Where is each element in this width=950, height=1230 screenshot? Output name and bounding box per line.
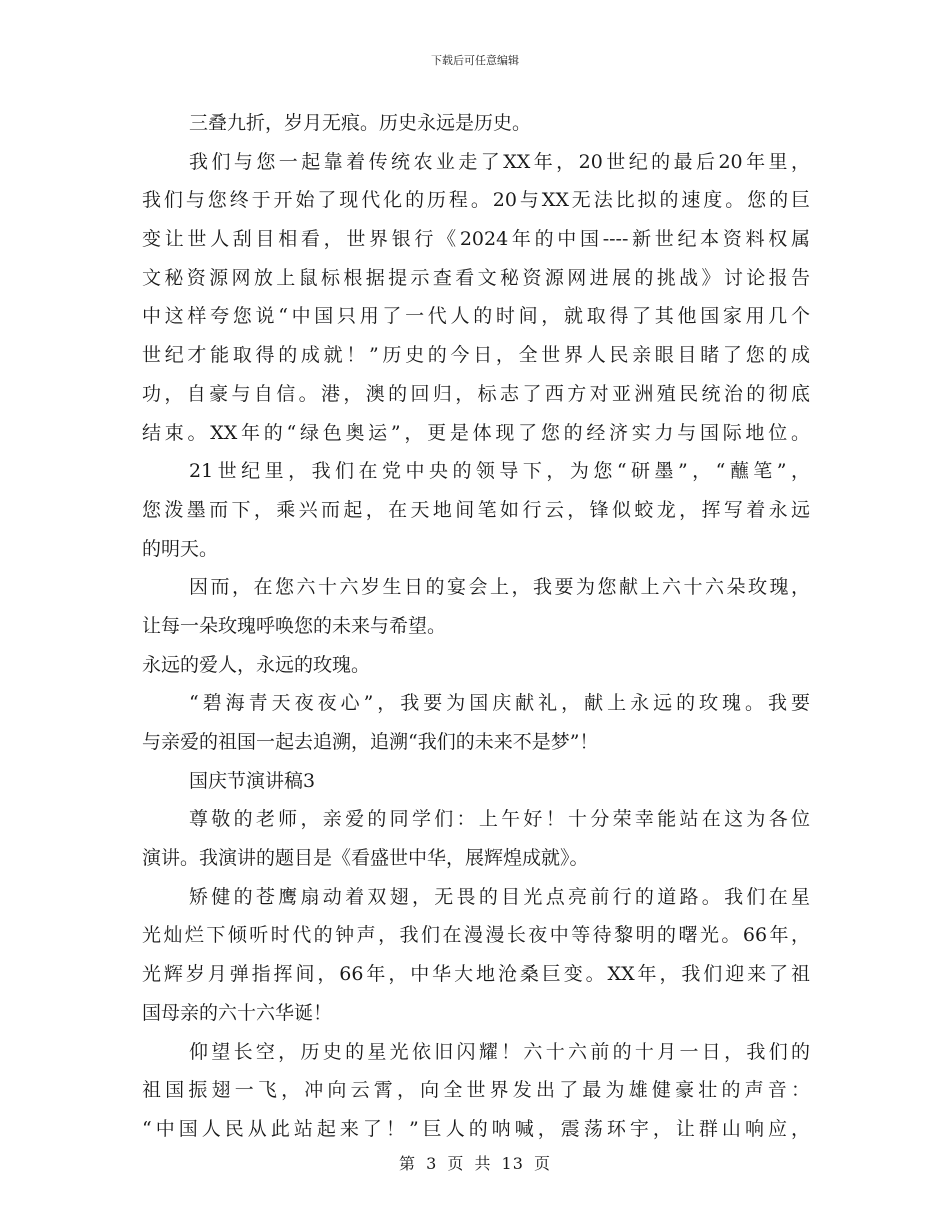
- text-line: 尊敬的老师，亲爱的同学们：上午好！十分荣幸能站在这为各位: [189, 808, 810, 831]
- text-line: 演讲。我演讲的题目是《看盛世中华，展辉煌成就》。: [142, 847, 589, 870]
- text-line: 结束。XX年的“绿色奥运”，更是体现了您的经济实力与国际地位。: [142, 421, 810, 444]
- text-line: 国母亲的六十六华诞！: [142, 1001, 333, 1024]
- text-line: 文秘资源网放上鼠标根据提示查看文秘资源网进展的挑战》讨论报告: [142, 266, 810, 289]
- text-line: 三叠九折，岁月无痕。历史永远是历史。: [189, 112, 532, 134]
- text-line: “碧海青天夜夜心”，我要为国庆献礼，献上永远的玫瑰。我要: [189, 692, 810, 715]
- document-body: [142, 104, 810, 1149]
- text-line: 祖国振翅一飞，冲向云霄，向全世界发出了最为雄健豪壮的声音：: [142, 1079, 810, 1102]
- text-line: 中这样夸您说“中国只用了一代人的时间，就取得了其他国家用几个: [142, 305, 810, 328]
- page-footer: 第 3 页 共 13 页: [399, 1154, 551, 1173]
- text-line: 仰望长空，历史的星光依旧闪耀！六十六前的十月一日，我们的: [189, 1040, 810, 1063]
- text-line: 我们与您一起靠着传统农业走了XX年，20世纪的最后20年里，: [189, 150, 810, 173]
- text-line: 世纪才能取得的成就！”历史的今日，全世界人民亲眼目睹了您的成: [142, 344, 810, 367]
- text-line: 永远的爱人，永远的玫瑰。: [142, 653, 371, 676]
- text-line: 光辉岁月弹指挥间，66年，中华大地沧桑巨变。XX年，我们迎来了祖: [142, 963, 810, 986]
- text-line: 国庆节演讲稿3: [189, 769, 316, 792]
- text-line: 您泼墨而下，乘兴而起，在天地间笔如行云，锋似蛟龙，挥写着永远: [142, 498, 810, 521]
- text-line: 的明天。: [142, 537, 219, 560]
- text-line: 让每一朵玫瑰呼唤您的未来与希望。: [142, 614, 447, 637]
- text-line: “中国人民从此站起来了！”巨人的呐喊，震荡环宇，让群山响应，: [142, 1117, 810, 1140]
- text-line: 光灿烂下倾听时代的钟声，我们在漫漫长夜中等待黎明的曙光。66年，: [142, 924, 810, 947]
- text-line: 功，自豪与自信。港，澳的回归，标志了西方对亚洲殖民统治的彻底: [142, 382, 810, 405]
- text-line: 矫健的苍鹰扇动着双翅，无畏的目光点亮前行的道路。我们在星: [189, 885, 810, 908]
- text-line: 21世纪里，我们在党中央的领导下，为您“研墨”，“蘸笔”，: [189, 460, 810, 483]
- text-line: 变让世人刮目相看，世界银行《2024年的中国----新世纪本资料权属: [142, 228, 810, 251]
- text-line: 因而，在您六十六岁生日的宴会上，我要为您献上六十六朵玫瑰，: [189, 576, 810, 599]
- page-header: 下载后可任意编辑: [431, 54, 519, 67]
- text-line: 我们与您终于开始了现代化的历程。20与XX无法比拟的速度。您的巨: [142, 189, 810, 212]
- text-line: 与亲爱的祖国一起去追溯，追溯“我们的未来不是梦”！: [142, 731, 599, 753]
